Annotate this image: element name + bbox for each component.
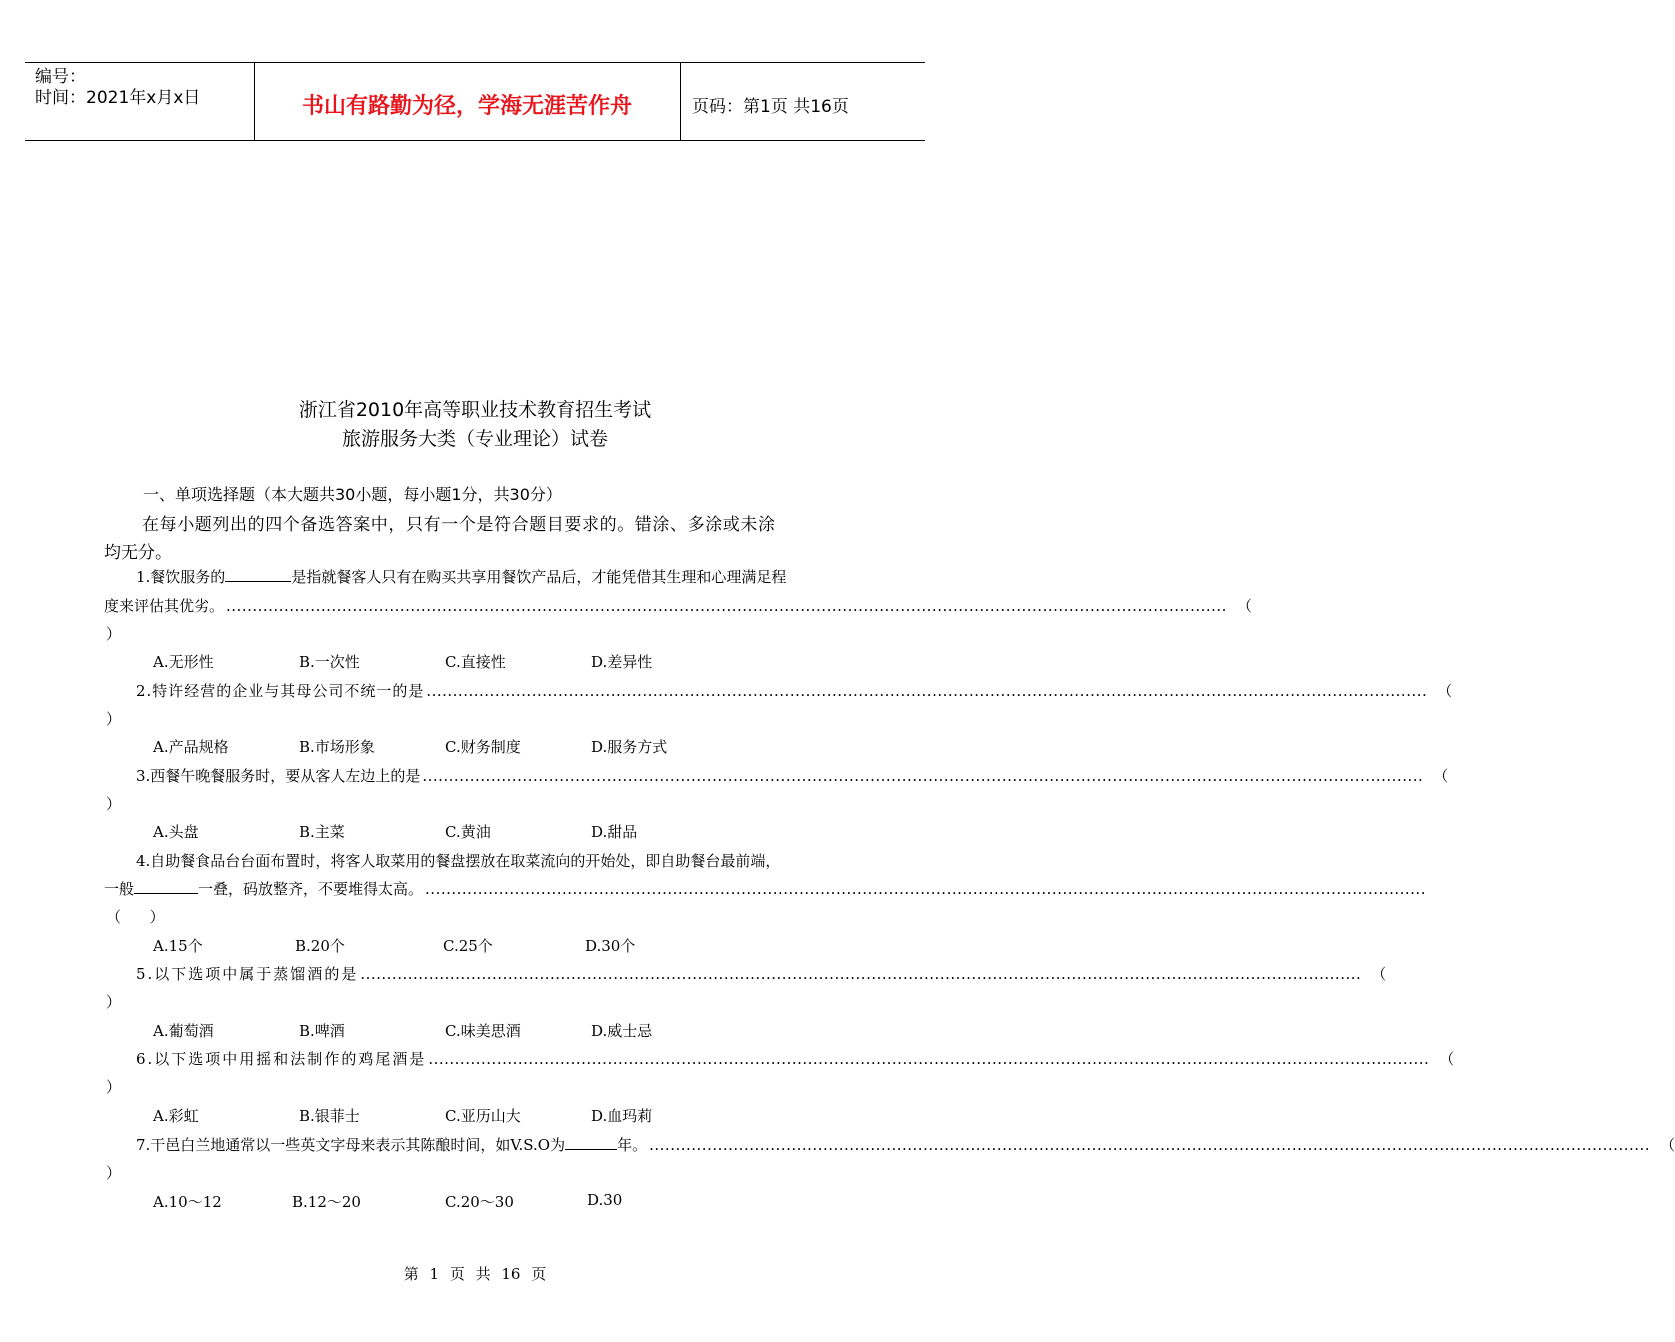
option-b: B.20个 [295, 937, 345, 955]
option-d: D.30 [587, 1191, 623, 1209]
option-a: A.15个 [153, 937, 203, 955]
question-stem: 2.特许经营的企业与其母公司不统一的是 .............................................................................................................................................................................................. （ [136, 682, 1453, 700]
question-stem: 3.西餐午晚餐服务时，要从客人左边上的是 .............................................................................................................................................................................................. （ [136, 767, 1449, 785]
answer-paren: （ [1660, 1136, 1675, 1154]
answer-paren-close: ） [106, 625, 122, 643]
leader-dots: .............................................................................................................................................................................................. [425, 880, 1426, 898]
option-d: D.服务方式 [591, 738, 668, 756]
answer-paren-close: ） [106, 710, 122, 728]
answer-paren: （ ） [106, 908, 165, 926]
option-b: B.12～20 [292, 1193, 361, 1211]
option-c: C.直接性 [445, 653, 506, 671]
option-a: A.彩虹 [153, 1107, 199, 1125]
page-header [25, 62, 925, 141]
option-c: C.25个 [443, 937, 493, 955]
page-footer: 第 1 页 共 16 页 [403, 1265, 547, 1283]
leader-dots: .............................................................................................................................................................................................. [360, 965, 1362, 983]
section-instructions: 在每小题列出的四个备选答案中，只有一个是符合题目要求的。错涂、多涂或未涂 [142, 515, 776, 535]
option-a: A.10～12 [153, 1193, 222, 1211]
header-meta [35, 67, 200, 109]
option-c: C.20～30 [445, 1193, 514, 1211]
option-b: B.一次性 [299, 653, 360, 671]
option-a: A.无形性 [153, 653, 214, 671]
exam-subtitle: 旅游服务大类（专业理论）试卷 [341, 428, 608, 450]
answer-paren-close: ） [106, 1078, 122, 1096]
option-a: A.头盘 [153, 823, 199, 841]
option-c: C.亚历山大 [445, 1107, 521, 1125]
question-stem-cont: 一般 一叠，码放整齐，不要堆得太高。 .............................................................................................................................................................................................. [104, 880, 1426, 898]
exam-title: 浙江省2010年高等职业技术教育招生考试 [298, 399, 652, 421]
question-stem-cont: 度来评估其优劣。 .............................................................................................................................................................................................. （ [104, 597, 1252, 615]
date-label: 时间：2021年x月x日 [35, 88, 201, 108]
option-b: B.主菜 [299, 823, 345, 841]
option-d: D.威士忌 [591, 1022, 653, 1040]
section-instructions-cont: 均无分。 [104, 543, 172, 563]
motto: 书山有路勤为径，学海无涯苦作舟 [301, 94, 632, 119]
answer-paren: （ [1439, 1050, 1455, 1068]
answer-paren-close: ） [106, 795, 122, 813]
leader-dots: .............................................................................................................................................................................................. [422, 767, 1424, 785]
answer-paren: （ [1437, 682, 1453, 700]
question-stem: 5.以下选项中属于蒸馏酒的是 .............................................................................................................................................................................................. （ [136, 965, 1387, 983]
option-b: B.银菲士 [299, 1107, 360, 1125]
answer-blank [134, 879, 198, 894]
leader-dots: .............................................................................................................................................................................................. [649, 1136, 1651, 1154]
section-heading: 一、单项选择题（本大题共30小题，每小题1分，共30分） [143, 485, 562, 504]
answer-paren-close: ） [106, 1164, 122, 1182]
answer-paren: （ [1371, 965, 1387, 983]
answer-blank [565, 1135, 617, 1150]
leader-dots: .............................................................................................................................................................................................. [226, 597, 1227, 615]
page-info: 页码：第1页 共16页 [692, 97, 849, 117]
option-d: D.血玛莉 [591, 1107, 653, 1125]
option-a: A.产品规格 [153, 738, 229, 756]
option-d: D.30个 [585, 937, 636, 955]
answer-paren: （ [1433, 767, 1449, 785]
answer-paren-close: ） [106, 993, 122, 1011]
option-d: D.差异性 [591, 653, 653, 671]
question-stem: 1.餐饮服务的 是指就餐客人只有在购买共享用餐饮产品后，才能凭借其生理和心理满足程 [136, 568, 787, 586]
question-stem: 4.自助餐食品台台面布置时，将客人取菜用的餐盘摆放在取菜流向的开始处，即自助餐台最前端， [136, 852, 781, 870]
leader-dots: .............................................................................................................................................................................................. [428, 1050, 1430, 1068]
option-a: A.葡萄酒 [153, 1022, 214, 1040]
option-c: C.财务制度 [445, 738, 521, 756]
option-d: D.甜品 [591, 823, 638, 841]
option-b: B.啤酒 [299, 1022, 345, 1040]
option-c: C.黄油 [445, 823, 491, 841]
header-divider [680, 63, 681, 140]
question-stem: 7.干邑白兰地通常以一些英文字母来表示其陈酿时间，如V.S.O为 年。 .............................................................................................................................................................................................. （ [136, 1136, 1675, 1154]
answer-blank [225, 567, 291, 582]
option-b: B.市场形象 [299, 738, 375, 756]
answer-paren: （ [1236, 597, 1252, 615]
option-c: C.味美思酒 [445, 1022, 521, 1040]
number-label: 编号： [35, 67, 86, 87]
question-stem: 6.以下选项中用摇和法制作的鸡尾酒是 .............................................................................................................................................................................................. （ [136, 1050, 1455, 1068]
leader-dots: .............................................................................................................................................................................................. [426, 682, 1428, 700]
